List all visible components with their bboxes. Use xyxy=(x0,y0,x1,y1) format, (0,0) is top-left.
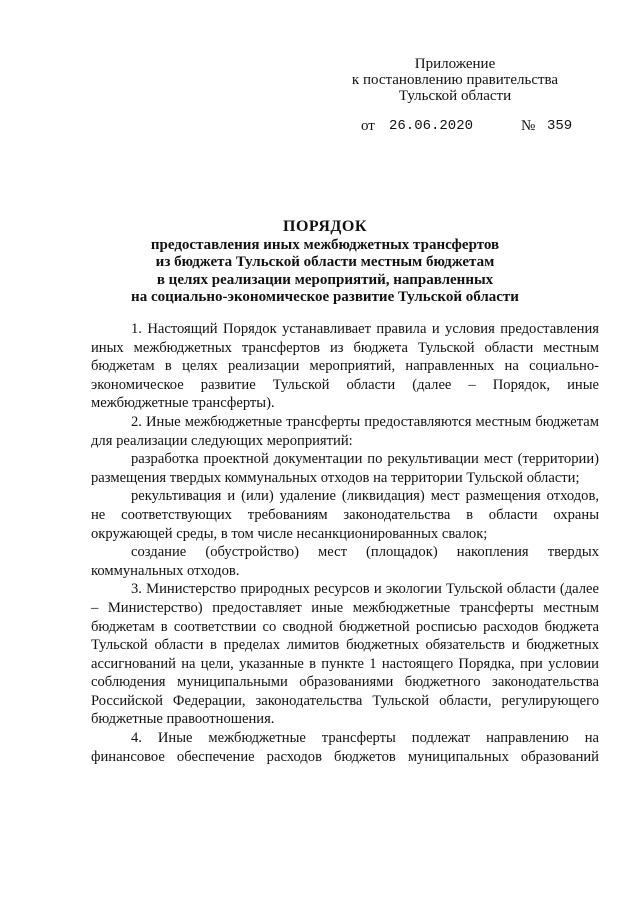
document-heading xyxy=(60,218,590,307)
heading-line-1: предоставления иных межбюджетных трансфертов xyxy=(150,236,500,253)
number-label: № xyxy=(521,118,536,134)
paragraph-3: 3. Министерство природных ресурсов и экологии Тульской области (далее – Министерство) предоставляет иные межбюджетные трансферты местным бюджетам в соответствии со сводной бюджетной росписью расходов бюджета Тульской области в пределах лимитов бюджетных обязательств и бюджетных ассигнований на цели, указанные в пункте 1 настоящего Порядка, при условии соблюдения муниципальными образованиями бюджетного законодательства Российской Федерации, законодательства Тульской области, регулирующего бюджетные правоотношения. xyxy=(91,581,599,728)
paragraph-1: 1. Настоящий Порядок устанавливает правила и условия предоставления иных межбюджетных трансфертов из бюджета Тульской области местным бюджетам в целях реализации мероприятий, направленных на социально-экономическое развитие Тульской области (далее – Порядок, иные межбюджетные трансферты). xyxy=(91,321,599,412)
paragraph-4: 4. Иные межбюджетные трансферты подлежат направлению на финансовое обеспечение расходов бюджетов муниципальных образований xyxy=(91,730,599,765)
date-label: от xyxy=(361,118,375,134)
paragraph-2: 2. Иные межбюджетные трансферты предоставляются местным бюджетам для реализации следующих мероприятий: xyxy=(91,413,599,449)
appendix-block xyxy=(330,56,580,104)
paragraph-2-item-2: рекультивация и (или) удаление (ликвидация) мест размещения отходов, не соответствующих требованиям законодательства в области охраны окружающей среды, в том числе несанкционированных свалок; xyxy=(91,488,599,542)
heading-line-2: из бюджета Тульской области местным бюджетам xyxy=(155,254,495,270)
appendix-line-1: Приложение xyxy=(414,56,496,72)
heading-line-4: на социально-экономическое развитие Тульской области xyxy=(131,289,519,305)
number-value: 359 xyxy=(547,118,573,134)
appendix-line-3: Тульской области xyxy=(398,88,512,104)
date-value: 26.06.2020 xyxy=(389,118,474,134)
appendix-line-2: к постановлению правительства xyxy=(351,72,559,88)
heading-line-3: в целях реализации мероприятий, направленных xyxy=(156,271,494,288)
document-body xyxy=(91,320,599,766)
paragraph-2-item-3: создание (обустройство) мест (площадок) накопления твердых коммунальных отходов. xyxy=(91,544,599,579)
document-title: ПОРЯДОК xyxy=(283,218,367,235)
paragraph-2-item-1: разработка проектной документации по рекультивации мест (территории) размещения твердых коммунальных отходов на территории Тульской области; xyxy=(91,451,599,486)
